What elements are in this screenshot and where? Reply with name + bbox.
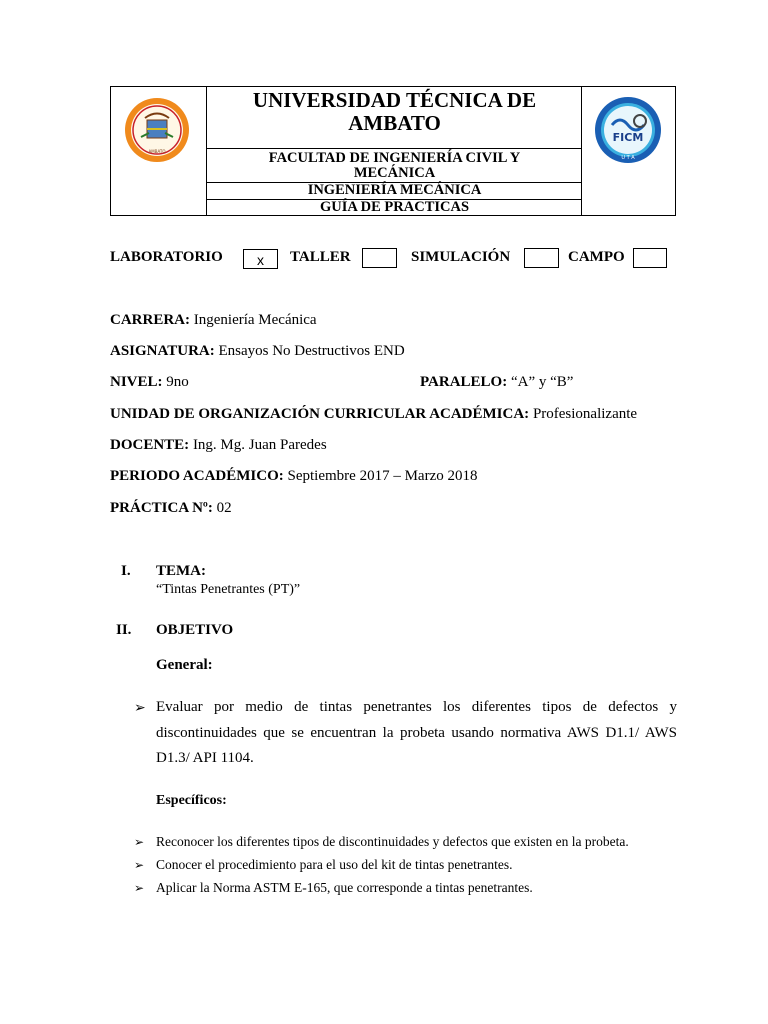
esp-bullet-icon-3: ➢	[134, 881, 145, 895]
general-bullet-line2: discontinuidades que se encuentran la probeta usando normativa AWS D1.1/ AWS	[156, 725, 677, 741]
section-1-text: “Tintas Penetrantes (PT)”	[156, 582, 301, 597]
asignatura-value: Ensayos No Destructivos END	[214, 343, 405, 359]
especificos-label: Específicos:	[156, 793, 227, 808]
practica-value: 02	[212, 500, 232, 516]
campo-label: CAMPO	[568, 249, 625, 265]
general-bullet-icon: ➢	[134, 701, 146, 716]
simulacion-checkbox[interactable]	[524, 248, 559, 268]
practica-line	[110, 500, 232, 517]
nivel-value: 9no	[162, 374, 189, 390]
university-logo-cell	[111, 87, 207, 215]
svg-text:U T A: U T A	[621, 155, 635, 161]
periodo-label: PERIODO ACADÉMICO:	[110, 468, 284, 484]
faculty-seal-icon	[582, 87, 675, 215]
laboratorio-label: LABORATORIO	[110, 249, 223, 265]
esp-bullet-icon-2: ➢	[134, 858, 145, 872]
section-1-number: I.	[121, 563, 131, 579]
practica-label: PRÁCTICA Nº:	[110, 500, 213, 516]
taller-checkbox[interactable]	[362, 248, 397, 268]
general-bullet-line3: D1.3/ API 1104.	[156, 750, 254, 766]
faculty-line1: FACULTAD DE INGENIERÍA CIVIL Y	[268, 150, 521, 166]
faculty-line2: MECÁNICA	[353, 165, 436, 181]
docente-value: Ing. Mg. Juan Paredes	[189, 437, 327, 453]
asignatura-line	[110, 343, 405, 360]
university-title-line1: UNIVERSIDAD TÉCNICA DE	[252, 88, 537, 112]
university-title-line2: AMBATO	[348, 111, 441, 135]
periodo-value: Septiembre 2017 – Marzo 2018	[283, 468, 478, 484]
carrera-line	[110, 312, 317, 329]
laboratorio-checkbox[interactable]: x	[243, 249, 278, 269]
esp-item-3: Aplicar la Norma ASTM E-165, que corresponde a tintas penetrantes.	[156, 880, 533, 895]
general-label: General:	[156, 657, 213, 673]
campo-checkbox[interactable]	[633, 248, 667, 268]
section-2-title: OBJETIVO	[156, 622, 234, 638]
section-2-number: II.	[116, 622, 132, 638]
esp-item-2: Conocer el procedimiento para el uso del kit de tintas penetrantes.	[156, 857, 513, 872]
unidad-line	[110, 406, 637, 423]
carrera-label: CARRERA:	[110, 312, 190, 328]
simulacion-label: SIMULACIÓN	[411, 249, 511, 265]
paralelo-value: “A” y “B”	[507, 374, 574, 390]
header-table	[110, 86, 676, 216]
guide-row: GUÍA DE PRACTICAS	[319, 199, 470, 215]
general-bullet-line1: Evaluar por medio de tintas penetrantes los diferentes tipos de defectos y	[156, 699, 677, 715]
esp-item-1: Reconocer los diferentes tipos de discontinuidades y defectos que existen en la probeta.	[156, 834, 629, 849]
docente-label: DOCENTE:	[110, 437, 190, 453]
taller-label: TALLER	[290, 249, 351, 265]
faculty-row	[207, 149, 582, 183]
university-seal-icon	[111, 87, 206, 215]
carrera-value: Ingeniería Mecánica	[190, 312, 317, 328]
svg-text:FICM: FICM	[612, 131, 644, 144]
nivel-label: NIVEL:	[110, 374, 163, 390]
paralelo-line	[420, 374, 573, 391]
docente-line	[110, 437, 327, 454]
asignatura-label: ASIGNATURA:	[110, 343, 215, 359]
program-row: INGENIERÍA MECÁNICA	[207, 183, 582, 200]
section-1-title: TEMA:	[156, 563, 206, 579]
university-title	[207, 87, 582, 149]
unidad-label: UNIDAD DE ORGANIZACIÓN CURRICULAR ACADÉMICA:	[110, 406, 530, 422]
esp-bullet-icon-1: ➢	[134, 835, 145, 849]
paralelo-label: PARALELO:	[420, 374, 508, 390]
nivel-line	[110, 374, 189, 391]
svg-text:AMBATO: AMBATO	[148, 149, 166, 154]
unidad-value: Profesionalizante	[529, 406, 638, 422]
faculty-logo-cell	[581, 87, 675, 215]
periodo-line	[110, 468, 477, 485]
